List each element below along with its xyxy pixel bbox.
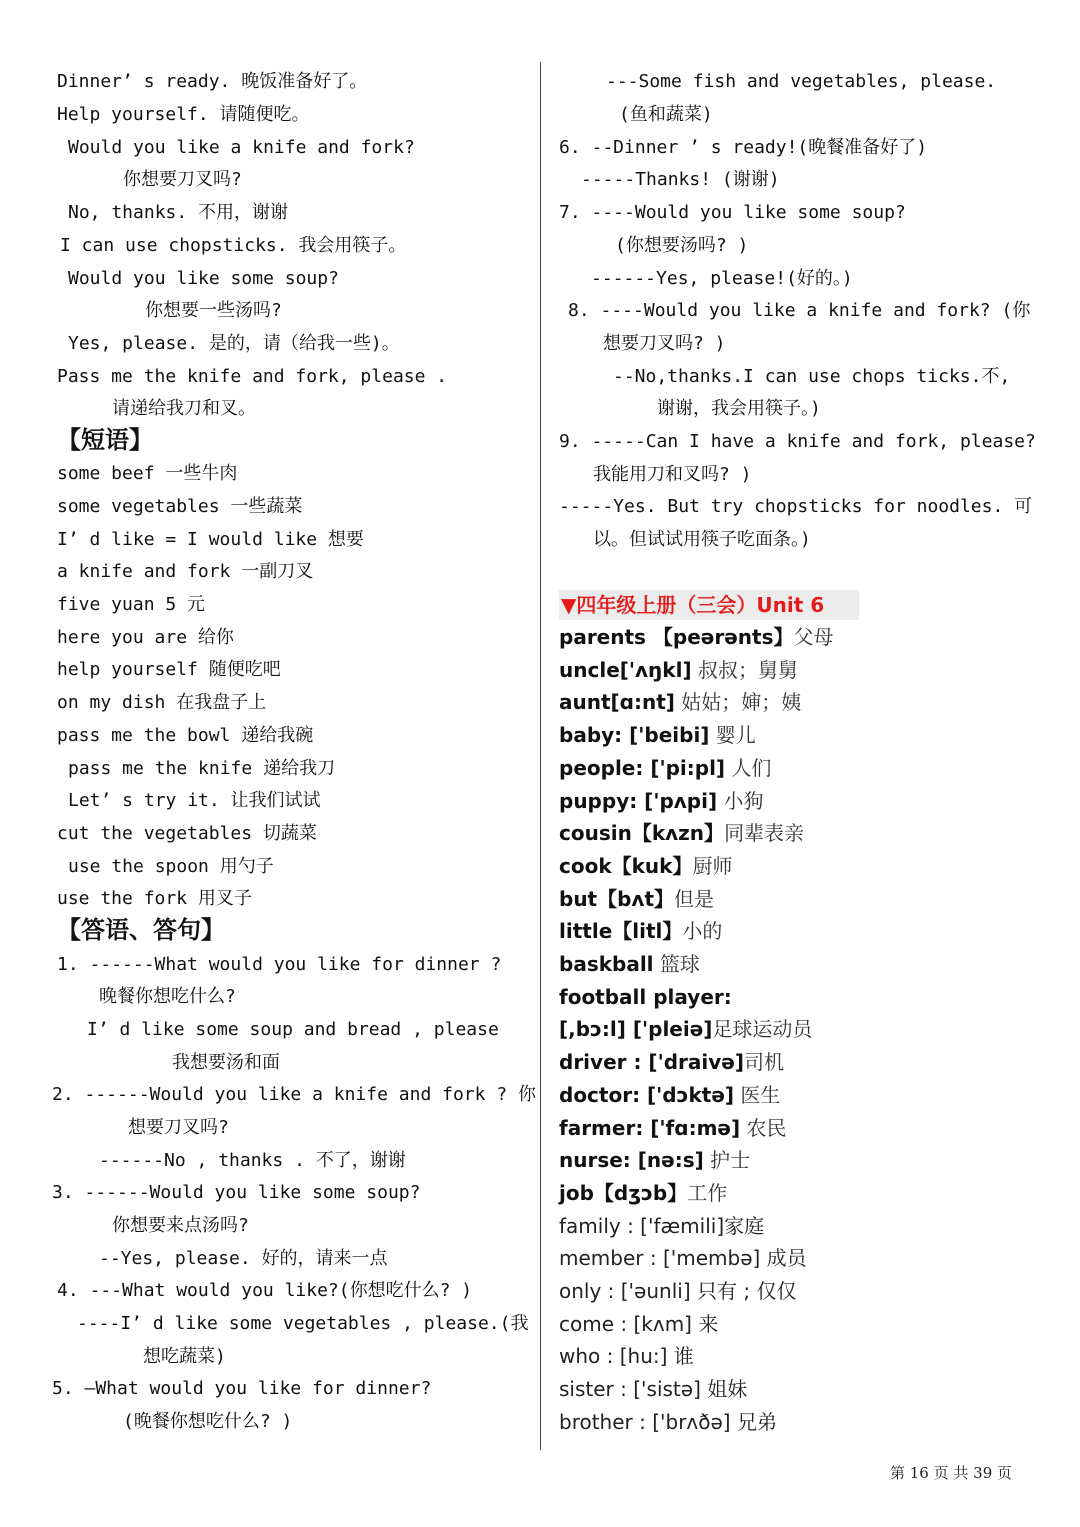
answer-line: (晚餐你想吃什么? ) xyxy=(123,1411,293,1432)
text-line: Would you like some soup? xyxy=(68,268,339,289)
vocab-item xyxy=(559,623,833,651)
answer-line: 7. ----Would you like some soup? xyxy=(559,202,906,223)
text-line: Dinner’ s ready. 晚饭准备好了。 xyxy=(57,71,368,92)
text-line: Pass me the knife and fork, please . xyxy=(57,366,448,387)
answer-line: -----Yes. But try chopsticks for noodles. 可 xyxy=(559,496,1033,517)
phrase-line: some vegetables 一些蔬菜 xyxy=(57,496,303,517)
phrase-line: Let’ s try it. 让我们试试 xyxy=(68,790,321,811)
vocab-word: doctor: ['dɔktə] xyxy=(559,1082,735,1107)
unit-heading: ▼四年级上册（三会）Unit 6 xyxy=(559,590,859,620)
section-heading-answers: 【答语、答句】 xyxy=(57,916,225,944)
phrase-line: a knife and fork 一副刀叉 xyxy=(57,561,314,582)
answer-line: 想要刀叉吗? ) xyxy=(603,333,726,354)
answer-line: 9. -----Can I have a knife and fork, please? xyxy=(559,431,1036,452)
phrase-line: I’ d like = I would like 想要 xyxy=(57,529,364,550)
phrase-line: on my dish 在我盘子上 xyxy=(57,692,267,713)
page-number: 第 16 页 共 39 页 xyxy=(890,1464,1013,1482)
vocab-word: baby: ['beibi] xyxy=(559,723,710,748)
vocab-meaning: 护士 xyxy=(703,1148,751,1173)
phrase-line: here you are 给你 xyxy=(57,627,234,648)
phrase-line: five yuan 5 元 xyxy=(57,594,206,615)
text-line: 你想要刀叉吗? xyxy=(123,169,242,190)
vocab-meaning: 父母 xyxy=(793,625,834,649)
vocab-word: uncle['ʌŋkl] xyxy=(559,657,692,682)
phrase-line: some beef 一些牛肉 xyxy=(57,463,238,484)
vocab-word: job【dʒɔb】 xyxy=(559,1180,688,1205)
vocab-meaning: 司机 xyxy=(743,1050,784,1075)
vocab-word: driver : ['draivə] xyxy=(559,1050,744,1075)
answer-line: (你想要汤吗? ) xyxy=(615,235,749,256)
vocab-item: brother : ['brʌðə] 兄弟 xyxy=(559,1409,777,1434)
vocab-meaning: 姑姑；婶；姨 xyxy=(674,690,802,715)
vocab-item xyxy=(559,1146,750,1174)
answer-line: 3. ------Would you like some soup? xyxy=(52,1182,421,1203)
answer-line: 4. ---What would you like?(你想吃什么? ) xyxy=(57,1280,473,1301)
answer-line: 2. ------Would you like a knife and fork ? 你 xyxy=(52,1084,536,1105)
vocab-meaning: 医生 xyxy=(734,1082,781,1107)
vocab-word: little【litl】 xyxy=(559,919,683,944)
vocab-word: people: ['pi:pl] xyxy=(559,755,726,780)
vocab-word: cousin【kʌzn】 xyxy=(559,821,725,846)
vocab-item xyxy=(559,787,763,815)
answer-line: ---Some fish and vegetables, please. xyxy=(606,71,997,92)
answer-line: 想吃蔬菜) xyxy=(143,1346,226,1367)
phrase-line: use the fork 用叉子 xyxy=(57,888,252,909)
vocab-item xyxy=(559,917,722,945)
answer-line: (鱼和蔬菜) xyxy=(619,104,713,125)
vocab-item xyxy=(559,950,700,978)
vocab-meaning: 同辈表亲 xyxy=(724,821,805,846)
answer-line: 谢谢，我会用筷子。) xyxy=(657,398,821,419)
phrase-line: use the spoon 用勺子 xyxy=(68,856,274,877)
vocab-item xyxy=(559,885,714,913)
vocab-meaning: 小狗 xyxy=(717,788,764,813)
answer-line: -----Thanks! (谢谢) xyxy=(581,169,780,190)
vocab-word: cook【kuk】 xyxy=(559,853,693,878)
vocab-word: puppy: ['pʌpi] xyxy=(559,788,718,813)
answer-line: 1. ------What would you like for dinner ? xyxy=(57,954,502,975)
vocab-item xyxy=(559,983,732,1011)
answer-line: 6. --Dinner ’ s ready!(晚餐准备好了) xyxy=(559,137,928,158)
answer-line: 想要刀叉吗? xyxy=(128,1117,229,1138)
vocab-meaning: 小的 xyxy=(682,919,723,944)
vocab-item xyxy=(559,1114,786,1142)
vocab-item xyxy=(559,1048,784,1076)
vocab-word: aunt[ɑ:nt] xyxy=(559,690,675,715)
column-divider xyxy=(540,62,541,1450)
vocab-item: come : [kʌm] 来 xyxy=(559,1311,719,1336)
vocab-item xyxy=(559,721,756,749)
answer-line: I’ d like some soup and bread , please xyxy=(87,1019,499,1040)
vocab-item: family : ['fæmili]家庭 xyxy=(559,1213,765,1238)
vocab-item xyxy=(559,819,804,847)
vocab-meaning: 婴儿 xyxy=(709,723,756,748)
vocab-item xyxy=(559,852,732,880)
answer-line: ------No , thanks . 不了，谢谢 xyxy=(99,1150,406,1171)
vocab-item xyxy=(559,1179,727,1207)
phrase-line: pass me the knife 递给我刀 xyxy=(68,758,336,779)
vocab-item xyxy=(559,688,801,716)
vocab-meaning: 人们 xyxy=(725,755,772,780)
text-line: Would you like a knife and fork? xyxy=(68,137,415,158)
vocab-meaning: 厨师 xyxy=(692,853,733,878)
text-line: 你想要一些汤吗? xyxy=(145,300,282,321)
vocab-word: baskball xyxy=(559,952,654,976)
section-heading-phrases: 【短语】 xyxy=(57,426,153,454)
vocab-item: who : [hu:] 谁 xyxy=(559,1344,694,1369)
phrase-line: cut the vegetables 切蔬菜 xyxy=(57,823,317,844)
vocab-item: member : ['membə] 成员 xyxy=(559,1246,807,1271)
answer-line: 你想要来点汤吗? xyxy=(112,1215,249,1236)
vocab-word: but【bʌt】 xyxy=(559,886,675,911)
vocab-meaning: 足球运动员 xyxy=(712,1017,813,1042)
vocab-item: only : ['əunli] 只有 ; 仅仅 xyxy=(559,1279,797,1303)
vocab-word: parents 【peərənts】 xyxy=(559,625,794,649)
vocab-meaning: 农民 xyxy=(740,1115,787,1140)
answer-line: --Yes, please. 好的，请来一点 xyxy=(99,1248,388,1269)
vocab-word: [,bɔ:l] ['pleiə] xyxy=(559,1017,713,1042)
answer-line: 以。但试试用筷子吃面条。) xyxy=(593,529,811,550)
answer-line: ----I’ d like some vegetables , please.(我 xyxy=(77,1313,529,1334)
vocab-item xyxy=(559,1015,812,1043)
vocab-word: farmer: ['fɑ:mə] xyxy=(559,1115,741,1140)
vocab-item: sister : ['sistə] 姐妹 xyxy=(559,1377,748,1402)
text-line: I can use chopsticks. 我会用筷子。 xyxy=(60,235,407,256)
vocab-word: football player: xyxy=(559,984,732,1009)
text-line: 请递给我刀和叉。 xyxy=(112,398,256,419)
vocab-meaning: 但是 xyxy=(674,886,715,911)
answer-line: --No,thanks.I can use chops ticks.不, xyxy=(613,366,1011,387)
phrase-line: pass me the bowl 递给我碗 xyxy=(57,725,314,746)
answer-line: 5. —What would you like for dinner? xyxy=(52,1378,432,1399)
vocab-item xyxy=(559,1081,780,1109)
phrase-line: help yourself 随便吃吧 xyxy=(57,659,281,680)
vocab-item xyxy=(559,754,771,782)
vocab-item xyxy=(559,656,798,684)
vocab-meaning: 篮球 xyxy=(653,952,700,976)
answer-line: 我能用刀和叉吗? ) xyxy=(593,464,752,485)
answer-line: 我想要汤和面 xyxy=(172,1052,280,1073)
text-line: Yes, please. 是的，请（给我一些)。 xyxy=(68,333,400,354)
answer-line: ------Yes, please!(好的。) xyxy=(591,268,853,289)
vocab-word: nurse: [nə:s] xyxy=(559,1148,704,1173)
answer-line: 8. ----Would you like a knife and fork? (你 xyxy=(568,300,1031,321)
vocab-meaning: 叔叔；舅舅 xyxy=(691,657,798,682)
answer-line: 晚餐你想吃什么? xyxy=(99,986,236,1007)
text-line: Help yourself. 请随便吃。 xyxy=(57,104,310,125)
text-line: No, thanks. 不用，谢谢 xyxy=(68,202,289,223)
vocab-meaning: 工作 xyxy=(687,1180,728,1205)
